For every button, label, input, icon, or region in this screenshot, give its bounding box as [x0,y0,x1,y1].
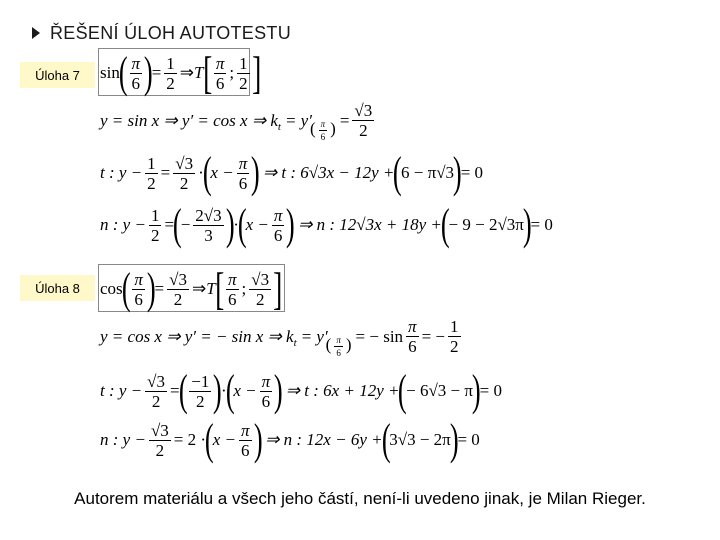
paren-open: ( [440,200,450,249]
subscript: t [277,120,281,133]
subscript: t [293,336,297,349]
paren-close: ) [143,48,153,97]
equals: = [164,215,175,234]
paren-open: ( [204,415,214,464]
implies-arrow: ⇒ [179,63,195,82]
author-footer: Autorem materiálu a všech jeho částí, není-li uvedeno jinak, je Milan Rieger. [74,489,646,508]
fraction: $\frac{\pi}{6}$ [238,153,248,193]
task-8-line-2 [100,317,464,358]
multiply-dot: · [221,381,227,400]
point-label: T [206,279,216,298]
expression: ⇒ t : 6x + 12y + [285,381,400,400]
expression: ⇒ n : 12√3x + 18y + [298,215,442,234]
paren-open: ( [393,148,403,197]
point-label: T [194,63,204,82]
expression: = y′ [300,326,328,346]
expression: x − [212,430,236,449]
expression: = − sin [355,326,404,346]
minus: − [180,215,191,234]
fraction: $\frac{2√3}{3}$ [195,205,222,245]
fraction: $\frac{1}{2}$ [450,317,459,356]
expression: 3√3 − 2π [389,430,451,449]
fraction: $\frac{√3}{2}$ [175,153,194,193]
fraction: $\frac{√3}{2}$ [251,269,270,309]
expression: − 6√3 − π [406,381,473,400]
task-8-label: Úloha 8 [20,275,95,301]
paren-close: ) [225,200,235,249]
paren-close: ) [274,366,283,415]
bracket-close: ] [273,263,283,314]
paren-open: ( [237,200,247,249]
task-8-line-1 [100,263,283,314]
function-name: sin [100,63,120,82]
fraction: $\frac{1}{2}$ [239,53,248,93]
function-name: cos [100,279,123,298]
expression: 6 − π√3 [401,163,455,182]
bullet-triangle-icon [32,27,40,39]
paren-open: ( [202,148,212,197]
multiply-dot: · [233,215,239,234]
paren-open: ( [398,366,408,415]
paren-open: ( [121,264,131,313]
fraction: $\frac{\pi}{6}$ [261,371,271,411]
fraction: $\frac{√3}{2}$ [150,420,169,460]
paren-open: ( [178,366,188,415]
separator: ; [241,279,247,298]
equals-zero: = 0 [479,381,502,400]
fraction: $\frac{\pi}{6}$ [408,317,417,356]
multiply-dot: · [198,163,204,182]
task-8-line-3 [100,366,502,415]
equals: = [339,110,350,130]
expression: ⇒ t : 6√3x − 12y + [262,163,395,182]
expression: ⇒ n : 12x − 6y + [265,430,383,449]
paren-open: ( [381,415,391,464]
fraction: $\frac{√3}{2}$ [354,101,373,140]
expression: y = cos x ⇒ y′ = − sin x ⇒ k [100,326,294,346]
paren-close: ) [449,415,459,464]
fraction: $\frac{-1}{2}$ [191,371,210,411]
fraction: $\frac{1}{2}$ [166,53,175,93]
paren-close: ) [471,366,481,415]
paren-close: ) [452,148,462,197]
evaluation-point: ( $\frac{\pi}{6}$ ) [325,335,352,358]
expression: = 2 · [173,430,207,449]
equals-zero: = 0 [457,430,480,449]
expression: t : y − [100,163,143,182]
bracket-close: ] [251,47,261,98]
paren-open: ( [172,200,182,249]
paren-close: ) [253,415,263,464]
equals-zero: = 0 [530,215,553,234]
paren-close: ) [286,200,296,249]
paren-close: ) [146,264,156,313]
expression: = y′ [284,110,312,130]
task-7-line-4 [100,200,553,249]
bracket-open: [ [202,47,212,98]
paren-close: ) [213,366,223,415]
task-7-line-2 [100,101,377,142]
fraction: $\frac{√3}{2}$ [169,269,187,309]
equals: = [151,63,162,82]
expression: x − [210,163,234,182]
expression: n : y − [100,215,146,234]
expression: n : y − [100,430,146,449]
paren-close: ) [522,200,532,249]
expression: y = sin x ⇒ y′ = cos x ⇒ k [100,110,278,130]
fraction: $\frac{\pi}{6}$ [131,53,141,93]
task-7-label: Úloha 7 [20,62,95,88]
expression: t : y − [100,381,143,400]
evaluation-point: ( $\frac{\pi}{6}$ ) [309,119,336,142]
expression: x − [233,381,257,400]
task-8-line-4 [100,415,480,464]
equals: = [160,163,171,182]
equals: = [170,381,180,400]
task-7-line-3 [100,148,484,197]
fraction: $\frac{\pi}{6}$ [273,205,283,245]
fraction: $\frac{\pi}{6}$ [215,53,225,93]
equals-zero: = 0 [460,163,484,182]
paren-open: ( [118,48,128,97]
fraction: $\frac{\pi}{6}$ [134,269,143,309]
implies-arrow: ⇒ [191,279,207,298]
equals: = [154,279,165,298]
separator: ; [229,63,235,82]
fraction: $\frac{1}{2}$ [150,205,160,245]
paren-open: ( [225,366,235,415]
fraction: $\frac{1}{2}$ [147,153,156,193]
fraction: $\frac{\pi}{6}$ [228,269,237,309]
fraction: $\frac{\pi}{6}$ [240,420,250,460]
expression: x − [245,215,269,234]
fraction: $\frac{√3}{2}$ [147,371,165,411]
heading [32,21,291,45]
task-7-line-1 [100,47,261,98]
bracket-open: [ [214,263,224,314]
heading-title: ŘEŠENÍ ÚLOH AUTOTESTU [50,22,292,43]
paren-close: ) [251,148,260,197]
expression: = − [421,326,446,346]
expression: − 9 − 2√3π [448,215,524,234]
